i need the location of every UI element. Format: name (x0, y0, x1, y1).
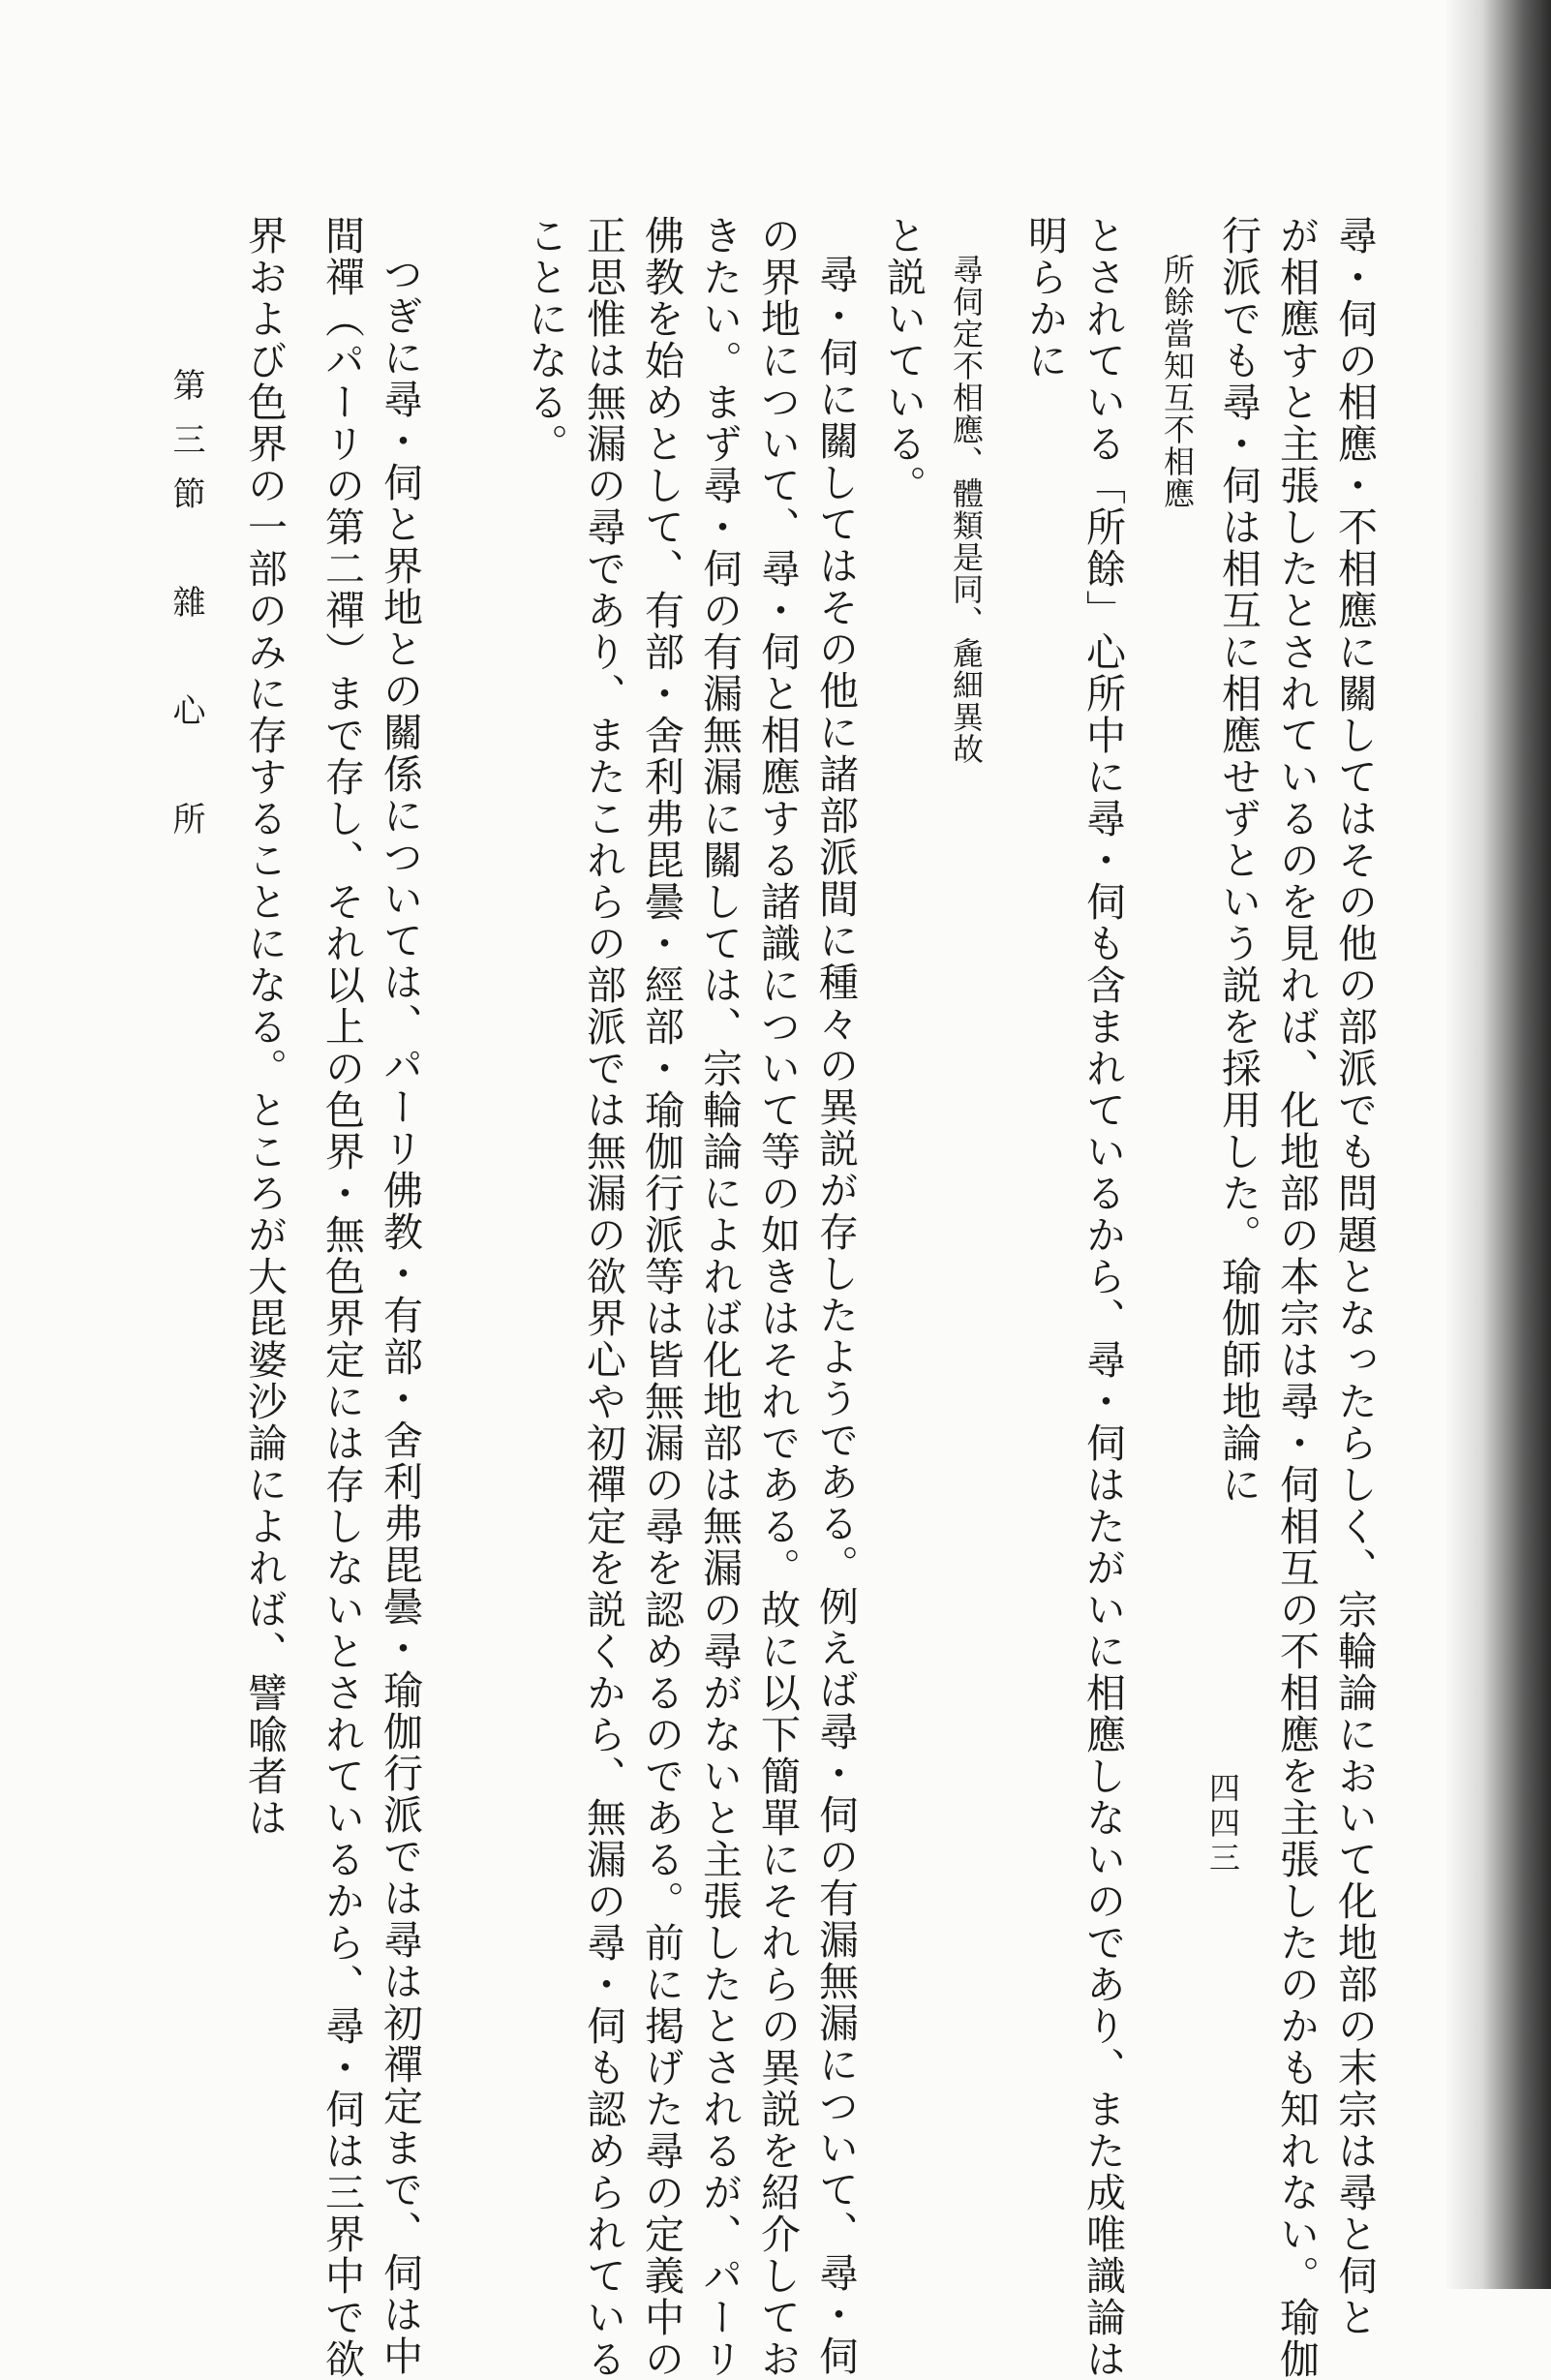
page-edge-shadow (1445, 0, 1551, 2289)
text-column: ことになる。 (522, 215, 568, 465)
text-column: と説いている。 (880, 215, 927, 506)
running-head: 第三節 雜 心 所 (167, 368, 205, 856)
text-column: が相應すと主張したとされているのを見れば、化地部の本宗は尋・伺相互の不相應を主張したのかも知れない。瑜伽 (1273, 215, 1320, 2380)
text-column: つぎに尋・伺と界地との關係については、パーリ佛教・有部・舍利弗毘曇・瑜伽行派では尋は初禪定まで、伺は中 (377, 254, 423, 2377)
text-column: 尋・伺の相應・不相應に關してはその他の部派でも問題となったらしく、宗輪論において化地部の末宗は尋と伺と (1331, 215, 1378, 2338)
text-column: 間禪（パーリの第二禪）まで存し、それ以上の色界・無色界定には存しないとされているから、尋・伺は三界中で欲 (319, 215, 365, 2380)
quotation-line: 所餘當知互不相應 (1159, 254, 1196, 509)
text-column: 尋・伺に關してはその他に諸部派間に種々の異説が存したようである。例えば尋・伺の有漏無漏について、尋・伺 (812, 254, 859, 2377)
text-column: きたい。まず尋・伺の有漏無漏に關しては、宗輪論によれば化地部は無漏の尋がないと主張したとされるが、パーリ (696, 215, 743, 2380)
text-column: 佛教を始めとして、有部・舍利弗毘曇・經部・瑜伽行派等は皆無漏の尋を認めるのである。前に掲げた尋の定義中の (638, 215, 684, 2380)
text-column: とされている「所餘」心所中に尋・伺も含まれているから、尋・伺はたがいに相應しないのであり、また成唯識論は (1080, 215, 1126, 2380)
page-number: 四四三 (1204, 1772, 1241, 1877)
text-column: 界および色界の一部のみに存することになる。ところが大毘婆沙論によれば、譬喩者は (241, 215, 288, 1839)
text-column: 正思惟は無漏の尋であり、またこれらの部派では無漏の欲界心や初禪定を説くから、無漏の尋・伺も認められている (580, 215, 626, 2380)
text-column: 明らかに (1021, 215, 1068, 381)
text-column: 行派でも尋・伺は相互に相應せずという説を採用した。瑜伽師地論に (1215, 215, 1262, 1506)
text-column: の界地について、尋・伺と相應する諸識について等の如きはそれである。故に以下簡單にそれらの異説を紹介してお (754, 215, 801, 2380)
quotation-line: 尋伺定不相應、體類是同、麁細異故 (948, 254, 985, 765)
